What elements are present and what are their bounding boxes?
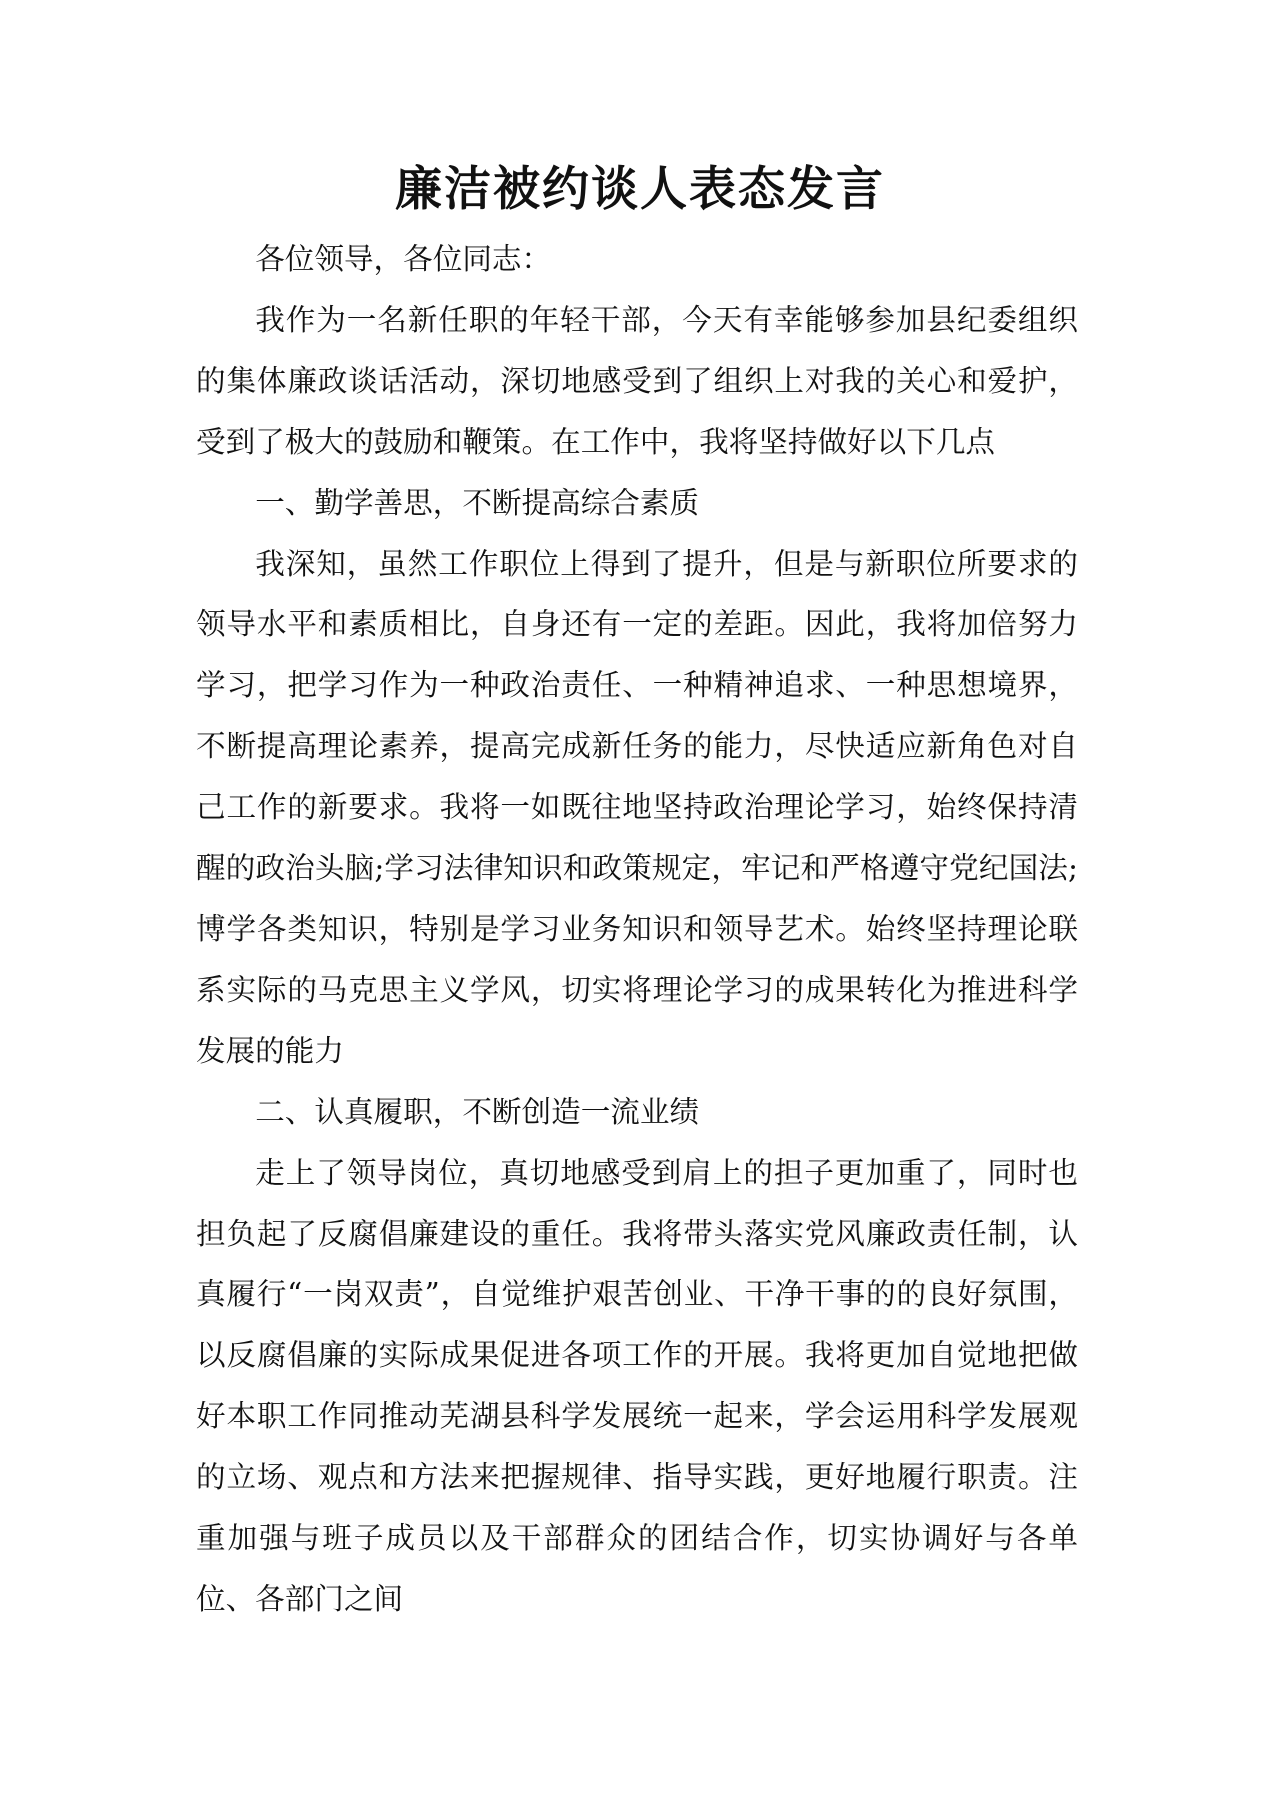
document-body [196, 229, 1078, 1630]
section-heading-1: 一、勤学善思，不断提高综合素质 [255, 485, 700, 520]
document-title: 廉洁被约谈人表态发言 [395, 162, 885, 217]
salutation-paragraph: 各位领导，各位同志： [255, 242, 552, 276]
section-2-paragraph: 走上了领导岗位，真切地感受到肩上的担子更加重了，同时也担负起了反腐倡廉建设的重任。我将带头落实党风廉政责任制，认真履行“一岗双责”，自觉维护艰苦创业、干净干事的的良好氛围，以反腐倡廉的实际成果促进各项工作的开展。我将更加自觉地把做好本职工作同推动芜湖县科学发展统一起来，学会运用科学发展观的立场、观点和方法来把握规律、指导实践，更好地履行职责。注重加强与班子成员以及干部群众的团结合作，切实协调好与各单位、各部门之间 [196, 1155, 1078, 1616]
section-heading-2: 二、认真履职，不断创造一流业绩 [255, 1094, 700, 1129]
section-1-paragraph: 我深知，虽然工作职位上得到了提升，但是与新职位所要求的领导水平和素质相比，自身还有一定的差距。因此，我将加倍努力学习，把学习作为一种政治责任、一种精神追求、一种思想境界，不断提高理论素养，提高完成新任务的能力，尽快适应新角色对自己工作的新要求。我将一如既往地坚持政治理论学习，始终保持清醒的政治头脑;学习法律知识和政策规定，牢记和严格遵守党纪国法;博学各类知识，特别是学习业务知识和领导艺术。始终坚持理论联系实际的马克思主义学风，切实将理论学习的成果转化为推进科学发展的能力 [196, 546, 1078, 1068]
intro-paragraph: 我作为一名新任职的年轻干部，今天有幸能够参加县纪委组织的集体廉政谈话活动，深切地感受到了组织上对我的关心和爱护，受到了极大的鼓励和鞭策。在工作中，我将坚持做好以下几点 [196, 302, 1078, 459]
